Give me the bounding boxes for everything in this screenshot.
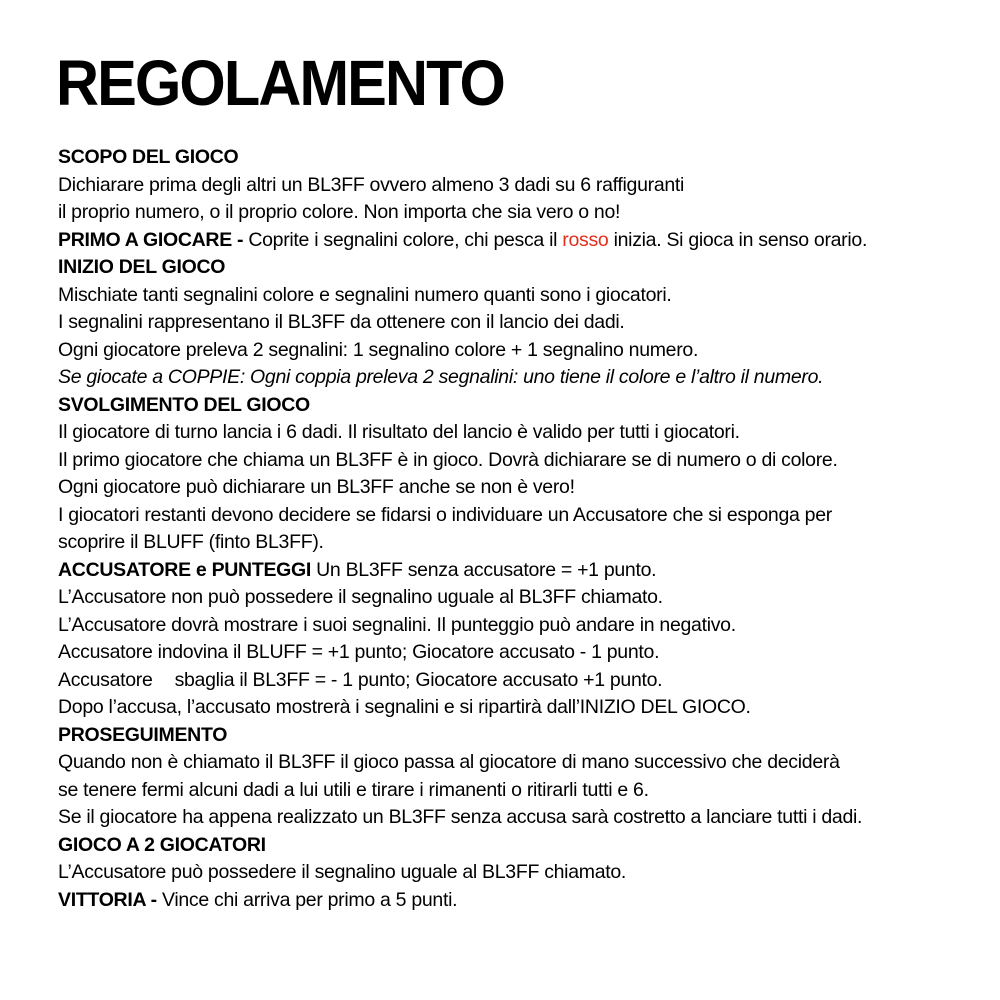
proseguimento-line-2: se tenere fermi alcuni dadi a lui utili e tirare i rimanenti o ritirarli tutti e 6.	[58, 778, 649, 801]
accusatore-line-4-a: Accusatore	[58, 668, 153, 691]
due-giocatori-line-1: L’Accusatore può possedere il segnalino uguale al BL3FF chiamato.	[58, 861, 627, 883]
section-heading-svolgimento: SVOLGIMENTO DEL GIOCO	[58, 393, 310, 416]
svolgimento-line-1: Il giocatore di turno lancia i 6 dadi. Il risultato del lancio è valido per tutti i giocatori.	[58, 421, 740, 443]
section-heading-primo: PRIMO A GIOCARE -	[58, 228, 244, 251]
inizio-line-1: Mischiate tanti segnalini colore e segnalini numero quanti sono i giocatori.	[58, 283, 672, 306]
scopo-line-2: il proprio numero, o il proprio colore. Non importa che sia vero o no!	[58, 201, 621, 223]
inizio-line-2: I segnalini rappresentano il BL3FF da ottenere con il lancio dei dadi.	[58, 311, 625, 333]
accusatore-heading-rest: Un BL3FF senza accusatore = +1 punto.	[311, 558, 657, 581]
section-heading-due-giocatori: GIOCO A 2 GIOCATORI	[58, 833, 266, 856]
primo-red-word: rosso	[562, 228, 609, 251]
proseguimento-line-1: Quando non è chiamato il BL3FF il gioco passa al giocatore di mano successivo che deciderà	[58, 751, 840, 773]
section-heading-accusatore: ACCUSATORE e PUNTEGGI	[58, 558, 312, 581]
accusatore-line-5: Dopo l’accusa, l’accusato mostrerà i segnalini e si ripartirà dall’INIZIO DEL GIOCO.	[58, 696, 751, 718]
accusatore-line-2: L’Accusatore dovrà mostrare i suoi segnalini. Il punteggio può andare in negativo.	[58, 613, 736, 636]
svolgimento-line-3: Ogni giocatore può dichiarare un BL3FF anche se non è vero!	[58, 476, 575, 498]
section-heading-inizio: INIZIO DEL GIOCO	[58, 256, 226, 278]
rules-body	[58, 144, 978, 914]
accusatore-line-1: L’Accusatore non può possedere il segnalino uguale al BL3FF chiamato.	[58, 586, 663, 608]
inizio-line-4-coppie: Se giocate a COPPIE: Ogni coppia preleva 2 segnalini: uno tiene il colore e l’altro il numero.	[58, 366, 824, 388]
page-title: REGOLAMENTO	[56, 47, 504, 119]
section-heading-proseguimento: PROSEGUIMENTO	[58, 723, 228, 746]
accusatore-line-3: Accusatore indovina il BLUFF = +1 punto; Giocatore accusato - 1 punto.	[58, 641, 660, 663]
vittoria-rest: Vince chi arriva per primo a 5 punti.	[156, 888, 458, 911]
primo-text-post: inizia. Si gioca in senso orario.	[608, 228, 868, 251]
inizio-line-3: Ogni giocatore preleva 2 segnalini: 1 segnalino colore + 1 segnalino numero.	[58, 338, 699, 361]
accusatore-line-4-b: sbaglia il BL3FF = - 1 punto; Giocatore accusato +1 punto.	[174, 668, 663, 691]
scopo-line-1: Dichiarare prima degli altri un BL3FF ovvero almeno 3 dadi su 6 raffiguranti	[58, 173, 685, 196]
section-heading-vittoria: VITTORIA -	[58, 888, 157, 911]
vittoria-line	[58, 887, 978, 915]
svolgimento-line-5: scoprire il BLUFF (finto BL3FF).	[58, 531, 324, 553]
primo-text-pre: Coprite i segnalini colore, chi pesca il	[243, 228, 563, 251]
svolgimento-line-2: Il primo giocatore che chiama un BL3FF è in gioco. Dovrà dichiarare se di numero o di colore.	[58, 448, 838, 471]
accusatore-heading-line	[58, 557, 978, 585]
primo-line	[58, 227, 978, 255]
proseguimento-line-3: Se il giocatore ha appena realizzato un BL3FF senza accusa sarà costretto a lanciare tutti i dadi.	[58, 806, 863, 828]
svolgimento-line-4: I giocatori restanti devono decidere se fidarsi o individuare un Accusatore che si esponga per	[58, 503, 832, 526]
section-heading-scopo: SCOPO DEL GIOCO	[58, 146, 239, 168]
accusatore-line-4	[58, 667, 978, 695]
